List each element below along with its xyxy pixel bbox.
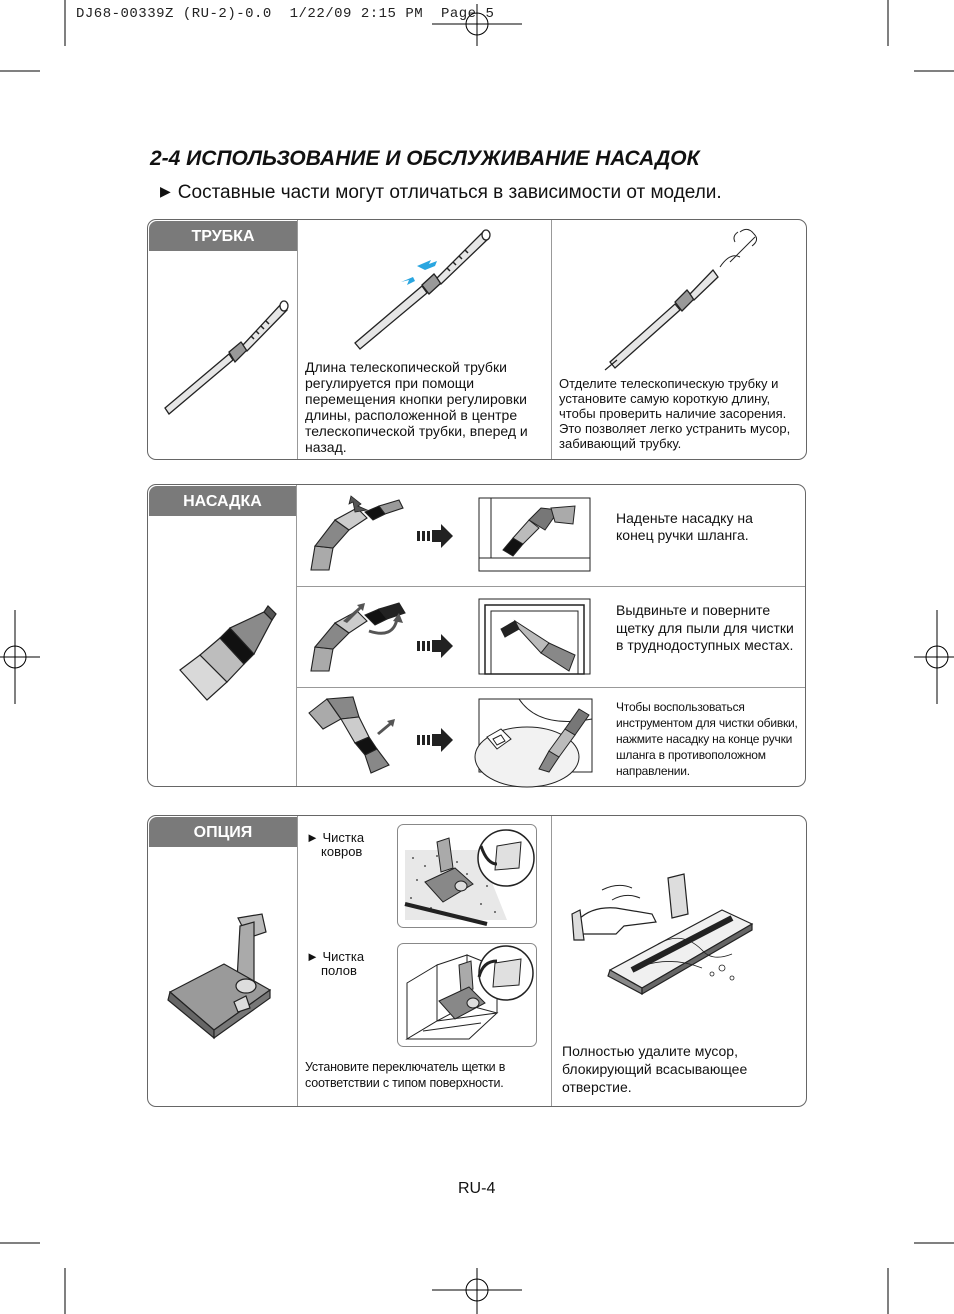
brush-switch-text: Установите переключатель щетки в соответствии с типом поверхности. [305, 1060, 506, 1090]
section-note-text: Составные части могут отличаться в зависимости от модели. [177, 182, 722, 203]
carpet-label-line1: Чистка [322, 830, 365, 845]
tube-clog-illustration [590, 222, 770, 372]
floor-label-line2: полов [321, 963, 357, 978]
nozzle-divider [296, 485, 297, 786]
arrow-right-icon [417, 728, 453, 752]
tube-clog-text: Отделите телескопическую трубку и установите самую короткую длину, чтобы проверить наличие засорения. Это позволяет легко устранить мусор, забивающий трубку. [559, 376, 791, 451]
page-number: RU-4 [458, 1180, 496, 1197]
dusting-brush-extend-illustration [307, 591, 417, 676]
nozzle-step1-text: Наденьте насадку на конец ручки шланга. [616, 510, 753, 543]
floor-cleaning-label [306, 950, 364, 963]
tube-divider-1 [297, 220, 298, 459]
carpet-brush-illustration [397, 824, 537, 928]
upholstery-tool-illustration [307, 693, 417, 777]
floor-brush-illustration [164, 908, 274, 1048]
carpet-label-line2: ковров [321, 844, 363, 859]
carpet-bullet-icon: ► [306, 830, 319, 845]
section-title: 2-4 ИСПОЛЬЗОВАНИЕ И ОБСЛУЖИВАНИЕ НАСАДОК [150, 147, 700, 170]
dusting-brush-window-illustration [479, 599, 591, 675]
nozzle-row-divider-2 [297, 687, 805, 688]
nozzle-row-divider-1 [297, 586, 805, 587]
telescopic-tube-illustration [155, 290, 295, 420]
tube-panel-tab: ТРУБКА [149, 221, 297, 251]
remove-debris-illustration [572, 870, 772, 1000]
hardfloor-brush-illustration [397, 943, 537, 1047]
tube-divider-2 [551, 220, 552, 459]
nozzle-step2-text: Выдвиньте и поверните щетку для пыли для чистки в труднодоступных местах. [616, 602, 794, 653]
option-panel-tab: ОПЦИЯ [149, 817, 297, 847]
tube-adjust-illustration [345, 228, 495, 358]
carpet-cleaning-label [306, 831, 364, 844]
option-divider-2 [551, 816, 552, 1106]
nozzle-attached-corner-illustration [479, 498, 591, 572]
nozzle-panel-tab: НАСАДКА [149, 486, 296, 516]
arrow-right-icon [417, 634, 453, 658]
crevice-tool-illustration [172, 600, 292, 710]
nozzle-attach-hose-illustration [307, 490, 417, 575]
tube-adjust-text: Длина телескопической трубки регулируется при помощи перемещения кнопки регулировки длины, расположенной в центре телескопической трубки, вперед и назад. [305, 359, 528, 455]
nozzle-step3-text: Чтобы воспользоваться инструментом для чистки обивки, нажмите насадку на конце ручки шланга в противоположном направлении. [616, 700, 798, 778]
bullet-triangle-icon: ▶ [160, 183, 171, 199]
section-note [160, 182, 722, 204]
floor-bullet-icon: ► [306, 949, 319, 964]
floor-label-line1: Чистка [322, 949, 365, 964]
arrow-right-icon [417, 524, 453, 548]
option-divider-1 [297, 816, 298, 1106]
print-file-header: DJ68-00339Z (RU-2)-0.0 1/22/09 2:15 PM Page 5 [76, 6, 495, 22]
remove-debris-text: Полностью удалите мусор, блокирующий всасывающее отверстие. [562, 1043, 748, 1095]
upholstery-sofa-illustration [479, 699, 593, 773]
